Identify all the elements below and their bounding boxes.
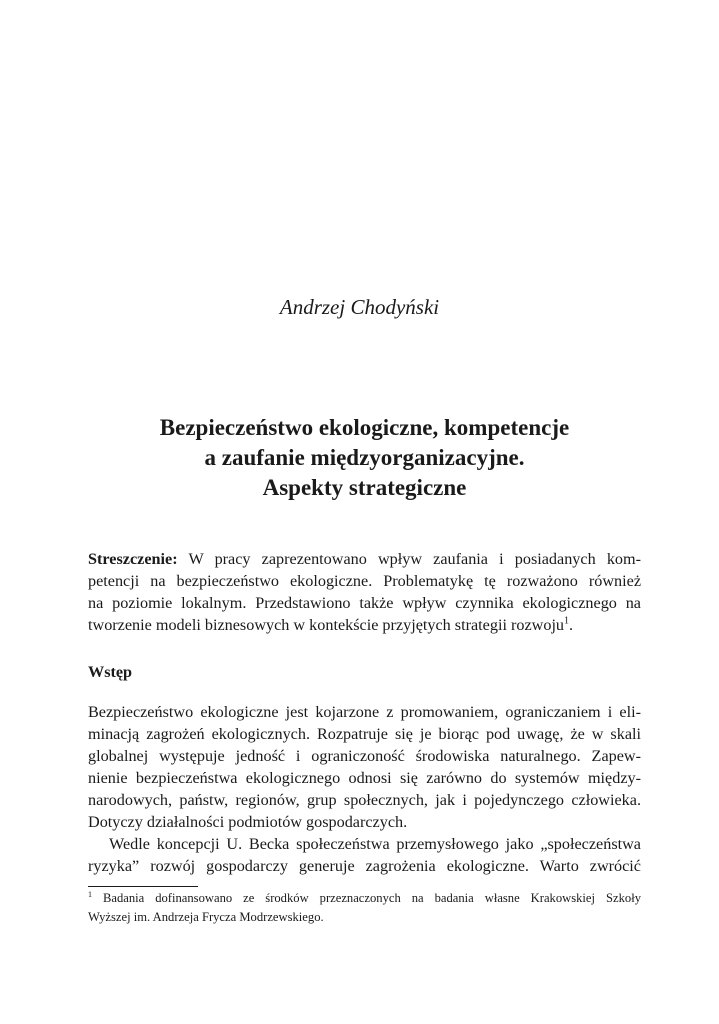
abstract-text: W pracy zaprezentowano wpływ zaufania i posiadanych kom- (177, 550, 641, 568)
title-line: Bezpieczeństwo ekologiczne, kompetencje (159, 415, 570, 440)
title-line: Aspekty strategiczne (262, 475, 467, 500)
abstract-text: tworzenie modeli biznesowych w kontekście przyjętych strategii rozwoju (88, 616, 565, 634)
abstract-label: Streszczenie: (88, 550, 178, 568)
paragraph-line: Dotyczy działalności podmiotów gospodarczych. (88, 813, 408, 831)
paragraph-line: Bezpieczeństwo ekologiczne jest kojarzone z promowaniem, ograniczaniem i eli- (88, 703, 641, 721)
author-name: Andrzej Chodyński (279, 295, 440, 319)
footnote-separator (88, 886, 198, 887)
abstract-line (88, 614, 641, 636)
abstract-line: petencji na bezpieczeństwo ekologiczne. Problematykę tę rozważono również (88, 572, 641, 590)
paragraph-line: Wedle koncepcji U. Becka społeczeństwa przemysłowego jako „społeczeństwa (109, 835, 641, 853)
footnote-marker: 1 (88, 889, 92, 899)
footnote (88, 889, 641, 927)
paragraph-line: nienie bezpieczeństwa ekologicznego odnosi się zarówno do systemów między- (88, 769, 641, 787)
section-heading: Wstęp (88, 663, 133, 681)
paragraph-line: narodowych, państw, regionów, grup społecznych, jak i pojedynczego człowieka. (88, 791, 641, 809)
footnote-line: Wyższej im. Andrzeja Frycza Modrzewskiego. (88, 910, 324, 924)
title-line: a zaufanie międzyorganizacyjne. (204, 445, 525, 470)
paper-title (88, 413, 641, 503)
footnote-reference: 1 (564, 615, 570, 627)
paragraph-line: ryzyka” rozwój gospodarczy generuje zagrożenia ekologiczne. Warto zwrócić (88, 857, 641, 875)
abstract-end: . (569, 616, 574, 634)
abstract-line (88, 548, 641, 570)
paragraph-line: minacją zagrożeń ekologicznych. Rozpatruje się je biorąc pod uwagę, że w skali (88, 725, 641, 743)
footnote-line (88, 889, 641, 908)
footnote-text: Badania dofinansowano ze środków przeznaczonych na badania własne Krakowskiej Szkoły (92, 891, 641, 905)
paragraph-line: globalnej występuje jedność i ograniczoność środowiska naturalnego. Zapew- (88, 747, 641, 765)
abstract-line: na poziomie lokalnym. Przedstawiono także wpływ czynnika ekologicznego na (88, 594, 641, 612)
body-text (88, 701, 641, 877)
abstract (88, 548, 641, 636)
